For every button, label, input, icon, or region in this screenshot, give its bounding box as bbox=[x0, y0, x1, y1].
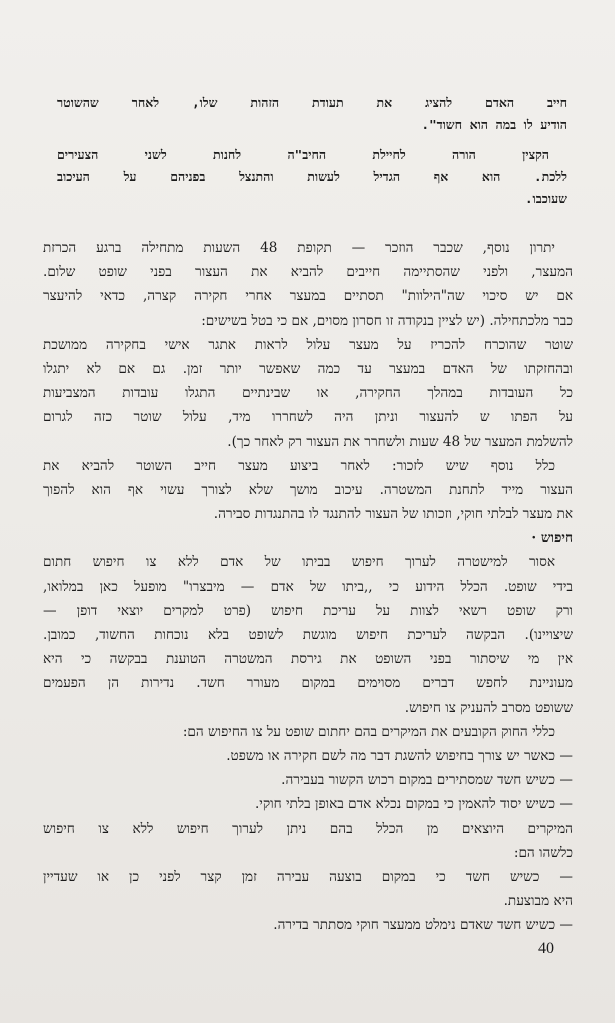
paragraph-line: כלשהו הם: bbox=[513, 844, 573, 861]
paragraph-line: אסור למישטרה לערוך חיפוש בביתו של אדם ללא צו חיפוש חתום bbox=[43, 554, 555, 571]
paragraph-line: אין מי שיסתור בפני השופט את גירסת המשטרה הטוענת בבקשה כי היא bbox=[43, 651, 573, 668]
paragraph-line: כל העובדות במהלך החקירה, או שבינתיים התגלו עובדות המצביעות bbox=[43, 385, 573, 402]
paragraph-line: להשלמת המעצר של 48 שעות ולשחרר את העצור רק לאחר כך). bbox=[227, 433, 573, 450]
paragraph-line: ששופט מסרב להעניק צו חיפוש. bbox=[404, 699, 573, 716]
quote-line: ללכת. הוא אף הגדיל לעשות והתנצל בפניהם על העיכוב bbox=[57, 169, 567, 184]
paragraph-line: מעוניינת לחפש דברים מסוימים במקום מעורר חשד. נדירות הן הפעמים bbox=[43, 675, 573, 692]
paragraph-line: ורק שופט רשאי לצוות על עריכת חיפוש (פרט למקרים יוצאי דופן — bbox=[43, 602, 573, 619]
paragraph-line: על הפתו ש להעצור וניתן היה לשחררו מיד, עלול שוטר כזה לגרום bbox=[43, 409, 573, 426]
list-item: — כשיש חשד שמסתירים במקום רכוש הקשור בעבירה. bbox=[281, 772, 573, 789]
paragraph-line: כלל נוסף שיש לזכור: לאחר ביצוע מעצר חייב השוטר להביא את bbox=[43, 457, 555, 474]
paragraph-line: שוטר שהוכרח להכריז על מעצר עלול לראות אתגר אישי בחקירה ממושכת bbox=[43, 336, 573, 353]
paragraph-line: העצור מייד לתחנת המשטרה. עיכוב מושך שלא לצורך עשוי אף הוא להפוך bbox=[43, 481, 573, 498]
list-item: — כאשר יש צורך בחיפוש להשגת דבר מה לשם חקירה או משפט. bbox=[226, 747, 573, 764]
quote-line: שעוכבו. bbox=[525, 191, 567, 206]
paragraph-line: אם יש סיכוי שה"הילוות" תסתיים במעצר אחרי חקירה קצרה, כדאי להיעצר bbox=[43, 288, 573, 305]
list-item: — כשיש חשד כי במקום בוצעה עבירה זמן קצר לפני כן או שעדיין bbox=[43, 868, 573, 885]
paragraph-line: בידי שופט. הכלל הידוע כי ,,ביתו של אדם — מיבצרו" מופעל כאן במלואו, bbox=[43, 578, 573, 595]
body-text bbox=[43, 236, 573, 937]
page-number: 40 bbox=[538, 940, 554, 957]
quote-line: הודיע לו במה הוא חשוד". bbox=[421, 117, 567, 132]
quote-line: הקצין הורה לחיילת החיב"ה לחנות לשני הצעירים bbox=[57, 147, 549, 162]
paragraph-line: ובהחזקתו של האדם במעצר עד כמה שאפשר יותר זמן. גם אם לא יתגלו bbox=[43, 360, 573, 377]
section-heading: חיפוש · bbox=[531, 530, 573, 547]
paragraph-line: המיקרים היוצאים מן הכלל בהם ניתן לערוך חיפוש ללא צו חיפוש bbox=[43, 820, 573, 837]
paragraph-line: המעצר, ולפני שהסתיימה חייבים להביא את העצור בפני שופט שלום. bbox=[43, 264, 573, 281]
paragraph-line: שיצויינו). הבקשה לעריכת חיפוש מוגשת לשופט בלא נוכחות החשוד, כמובן. bbox=[43, 627, 573, 643]
list-item: — כשיש חשד שאדם נימלט ממעצר חוקי מסתתר בדירה. bbox=[273, 917, 573, 934]
paragraph-line: יתרון נוסף, שכבר הוזכר — תקופת 48 השעות מתחילה ברגע הכרזת bbox=[43, 240, 555, 256]
paragraph-line: כללי החוק הקובעים את המיקרים בהם יחתום שופט על צו החיפוש הם: bbox=[182, 723, 555, 740]
list-item: היא מבוצעת. bbox=[503, 893, 573, 910]
quoted-block bbox=[57, 92, 567, 210]
paragraph-line: כבר מלכתחילה. (יש לציין בנקודה זו חסרון מסוים, אם כי בטל בשישים: bbox=[201, 312, 573, 329]
quote-line: חייב האדם להציג את תעודת הזהות שלו, לאחר שהשוטר bbox=[57, 95, 567, 110]
paragraph-line: את מעצר לבלתי חוקי, וזכותו של העצור להתנגד לו בהתנגדות סבירה. bbox=[213, 506, 573, 523]
list-item: — כשיש יסוד להאמין כי במקום נכלא אדם באופן בלתי חוקי. bbox=[254, 796, 573, 813]
